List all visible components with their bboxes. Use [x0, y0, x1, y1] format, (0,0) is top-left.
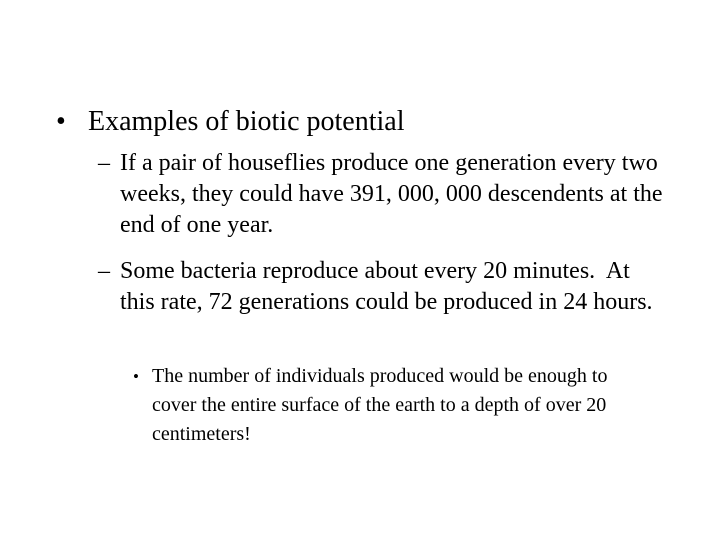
sub-sub-bullet-text: The number of individuals produced would be enough to cover the entire surface of the earth to a depth of over 20 centimeters!	[152, 365, 613, 445]
sub-bullet-houseflies	[98, 148, 668, 241]
dash-marker: –	[98, 150, 110, 176]
dash-marker: –	[98, 258, 110, 284]
bullet-level1	[56, 103, 676, 141]
bullet-marker: •	[133, 367, 139, 386]
bullet-marker: •	[56, 106, 66, 137]
sub-sub-bullet-individuals	[133, 362, 653, 449]
sub-bullet-text: If a pair of houseflies produce one generation every two weeks, they could have 391, 000, 000 descendents at the end of one year.	[120, 150, 669, 238]
sub-bullet-text: Some bacteria reproduce about every 20 minutes. At this rate, 72 generations could be produced in 24 hours.	[120, 258, 653, 315]
bullet-text: Examples of biotic potential	[88, 106, 405, 137]
sub-bullet-bacteria	[98, 256, 668, 318]
